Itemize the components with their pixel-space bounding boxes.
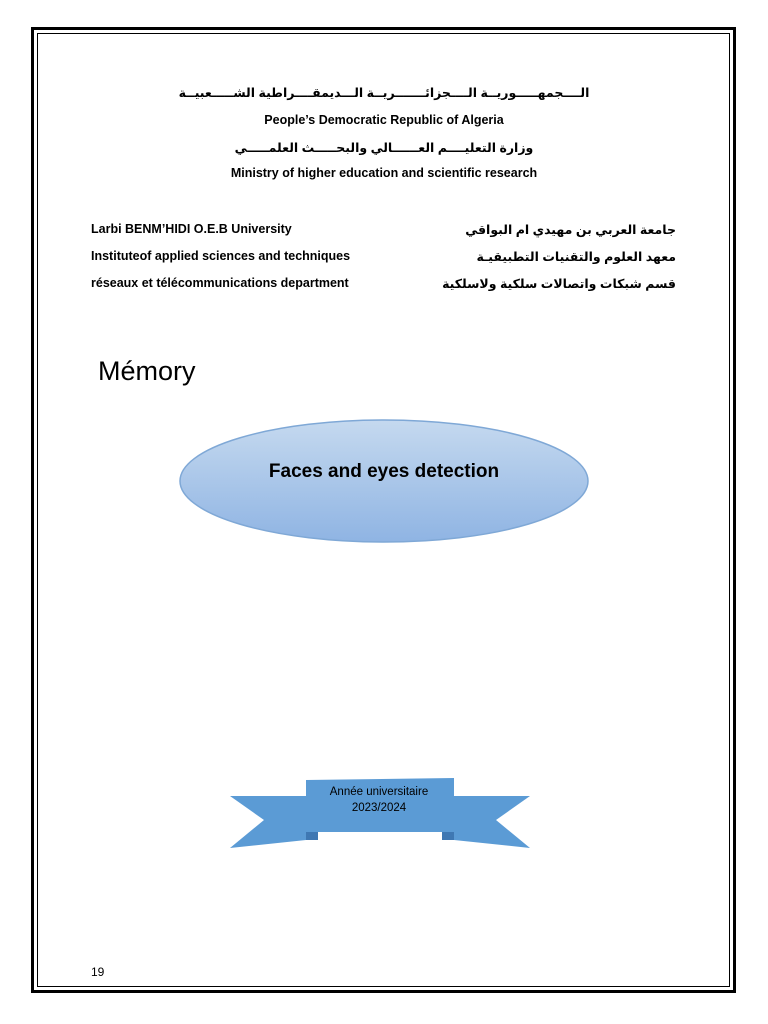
university-english: Larbi BENM’HIDI O.E.B University — [91, 222, 292, 236]
institute-english: Instituteof applied sciences and techniques — [91, 249, 351, 263]
republic-english: People’s Democratic Republic of Algeria — [264, 113, 504, 127]
title-ellipse — [178, 418, 590, 544]
thesis-title: Faces and eyes detection — [268, 461, 500, 482]
academic-year-value: 2023/2024 — [351, 802, 407, 814]
department-arabic: قسم شبكات واتصالات سلكية ولاسلكية — [442, 277, 676, 291]
department-english: réseaux et télécommunications department — [91, 276, 349, 290]
academic-year-ribbon — [228, 776, 532, 852]
document-type-heading: Mémory — [98, 356, 196, 386]
ministry-english: Ministry of higher education and scientific research — [230, 166, 538, 180]
institute-arabic: معهد العلوم والتقنيات التطبيقيـة — [476, 250, 676, 264]
page-number: 19 — [91, 965, 105, 979]
university-arabic: جامعة العربي بن مهيدي ام البواقي — [465, 223, 676, 237]
academic-year-text — [306, 784, 452, 816]
republic-arabic: الــــجمهـــــوريــة الــــجزائـــــــريــة الـــديمقــــراطية الشـــــعبيــة — [178, 86, 590, 100]
ministry-arabic: وزارة التعليــــم العــــــالي والبحـــــث العلمـــــي — [234, 141, 534, 155]
academic-year-label: Année universitaire — [329, 786, 429, 798]
